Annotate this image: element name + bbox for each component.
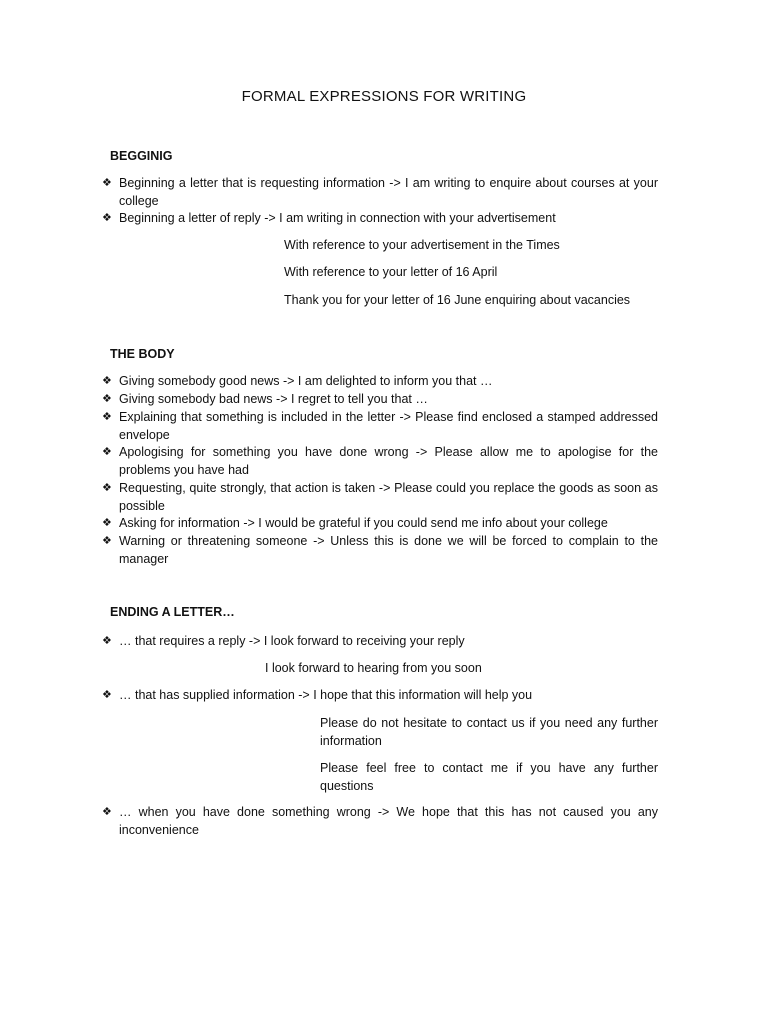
alternative-phrase: With reference to your advertisement in the Times bbox=[284, 238, 560, 252]
section-heading-beginning: BEGGINIG bbox=[110, 149, 173, 163]
list-item bbox=[102, 391, 658, 409]
bullet-diamond-icon: ❖ bbox=[102, 212, 112, 224]
list-item-text: Warning or threatening someone -> Unless this is done we will be forced to complain to the manager bbox=[119, 534, 658, 566]
bullet-diamond-icon: ❖ bbox=[102, 411, 112, 423]
bullet-diamond-icon: ❖ bbox=[102, 689, 112, 701]
bullet-diamond-icon: ❖ bbox=[102, 177, 112, 189]
list-item-text: Beginning a letter that is requesting information -> I am writing to enquire about courses at your college bbox=[119, 176, 658, 208]
list-item-text: … that requires a reply -> I look forward to receiving your reply bbox=[119, 634, 465, 648]
list-item-text: Asking for information -> I would be grateful if you could send me info about your college bbox=[119, 516, 608, 530]
list-item bbox=[102, 444, 658, 479]
list-item-text: … when you have done something wrong -> We hope that this has not caused you any inconvenience bbox=[119, 805, 658, 837]
list-item-text: … that has supplied information -> I hope that this information will help you bbox=[119, 688, 533, 702]
list-item bbox=[102, 687, 658, 705]
section-heading-body: THE BODY bbox=[110, 347, 175, 361]
bullet-diamond-icon: ❖ bbox=[102, 806, 112, 818]
alternative-phrase: Please feel free to contact me if you have any further questions bbox=[320, 761, 658, 793]
list-item-text: Requesting, quite strongly, that action is taken -> Please could you replace the goods as soon as possible bbox=[119, 481, 658, 513]
alternative-phrase: I look forward to hearing from you soon bbox=[265, 661, 482, 675]
list-item bbox=[102, 480, 658, 515]
alternative-phrase: Please do not hesitate to contact us if you need any further information bbox=[320, 716, 658, 748]
bullet-diamond-icon: ❖ bbox=[102, 393, 112, 405]
bullet-diamond-icon: ❖ bbox=[102, 446, 112, 458]
bullet-diamond-icon: ❖ bbox=[102, 375, 112, 387]
list-item bbox=[102, 175, 658, 210]
bullet-diamond-icon: ❖ bbox=[102, 482, 112, 494]
list-item bbox=[102, 515, 658, 533]
list-item-text: Giving somebody bad news -> I regret to tell you that … bbox=[119, 392, 428, 406]
bullet-diamond-icon: ❖ bbox=[102, 635, 112, 647]
document-title: FORMAL EXPRESSIONS FOR WRITING bbox=[241, 88, 527, 105]
alternative-phrase: Thank you for your letter of 16 June enquiring about vacancies bbox=[284, 293, 631, 307]
list-item-text: Beginning a letter of reply -> I am writing in connection with your advertisement bbox=[119, 211, 556, 225]
list-item-text: Giving somebody good news -> I am delighted to inform you that … bbox=[119, 374, 493, 388]
list-item bbox=[102, 533, 658, 568]
bullet-diamond-icon: ❖ bbox=[102, 535, 112, 547]
list-item bbox=[102, 409, 658, 444]
list-item bbox=[102, 373, 658, 391]
bullet-diamond-icon: ❖ bbox=[102, 517, 112, 529]
section-heading-ending: ENDING A LETTER… bbox=[110, 605, 235, 619]
list-item bbox=[102, 633, 658, 651]
list-item-text: Explaining that something is included in the letter -> Please find enclosed a stamped addressed envelope bbox=[119, 410, 658, 442]
list-item bbox=[102, 804, 658, 839]
alternative-phrase: With reference to your letter of 16 April bbox=[284, 265, 498, 279]
list-item bbox=[102, 210, 658, 228]
list-item-text: Apologising for something you have done wrong -> Please allow me to apologise for the problems you have had bbox=[119, 445, 658, 477]
